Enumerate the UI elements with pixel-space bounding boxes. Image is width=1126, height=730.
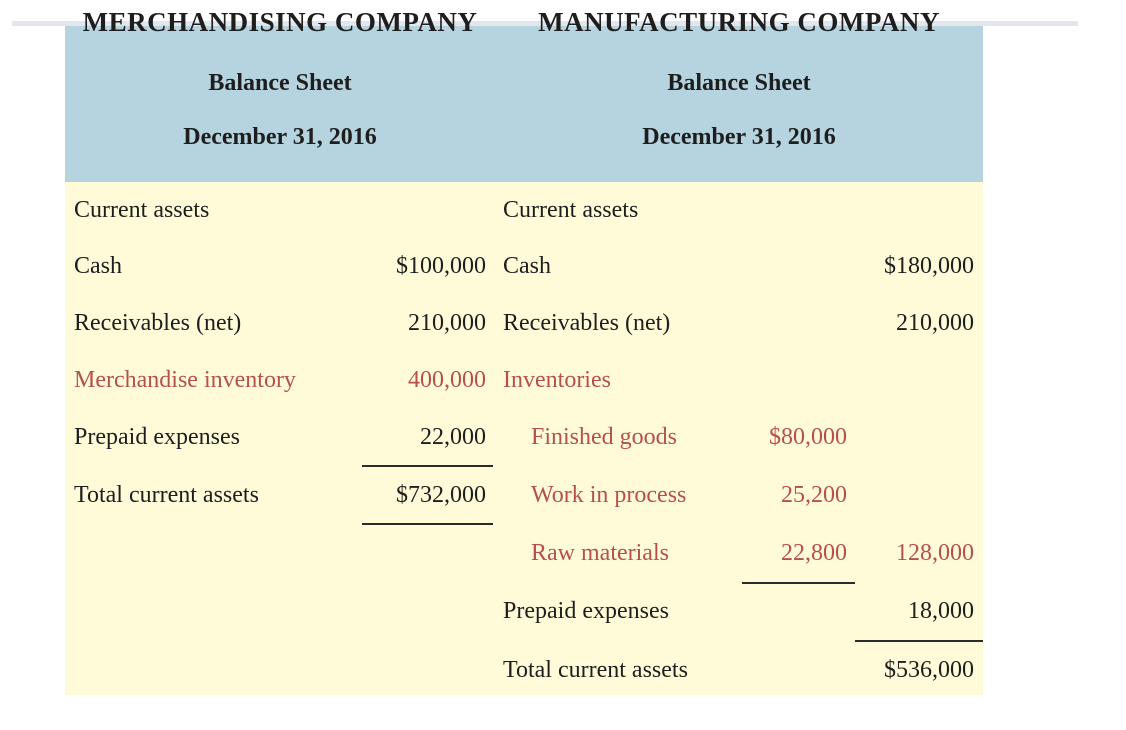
manufacturing-receivables-amount: 210,000 (896, 310, 974, 336)
manufacturing-cash-label: Cash (503, 253, 551, 279)
manufacturing-header (495, 7, 983, 182)
merchandising-section-label: Current assets (74, 197, 210, 223)
inventory-finished-goods-amount: $80,000 (769, 424, 847, 450)
manufacturing-total-label: Total current assets (503, 657, 688, 683)
merchandising-cash-amount: $100,000 (396, 253, 486, 279)
merchandising-total-label: Total current assets (74, 482, 259, 508)
merchandising-company-name: MERCHANDISING COMPANY (82, 7, 478, 37)
merchandising-subtotal-rule (362, 465, 493, 467)
manufacturing-prepaid-amount: 18,000 (908, 598, 974, 624)
inventory-subtotal-rule (742, 582, 855, 584)
merchandising-receivables-amount: 210,000 (408, 310, 486, 336)
merchandising-sheet-title: Balance Sheet (208, 70, 352, 96)
inventory-finished-goods-label: Finished goods (531, 424, 678, 450)
merchandising-sheet-date: December 31, 2016 (183, 124, 377, 150)
inventory-raw-materials-label: Raw materials (531, 540, 669, 566)
merchandising-prepaid-amount: 22,000 (420, 424, 486, 450)
manufacturing-sheet-title: Balance Sheet (667, 70, 811, 96)
merchandising-inventory-amount: 400,000 (408, 367, 486, 393)
manufacturing-cash-amount: $180,000 (884, 253, 974, 279)
inventory-raw-materials-amount: 22,800 (781, 540, 847, 566)
merchandising-prepaid-label: Prepaid expenses (74, 424, 240, 450)
manufacturing-section-label: Current assets (503, 197, 639, 223)
manufacturing-company-name: MANUFACTURING COMPANY (538, 7, 940, 37)
merchandising-receivables-label: Receivables (net) (74, 310, 242, 336)
inventory-work-in-process-amount: 25,200 (781, 482, 847, 508)
manufacturing-prepaid-label: Prepaid expenses (503, 598, 669, 624)
manufacturing-total-amount: $536,000 (884, 657, 974, 683)
manufacturing-inventories-total: 128,000 (896, 540, 974, 566)
manufacturing-inventories-label: Inventories (503, 367, 611, 393)
manufacturing-subtotal-rule (855, 640, 983, 642)
header-band (65, 7, 983, 182)
merchandising-inventory-label: Merchandise inventory (74, 367, 296, 393)
manufacturing-sheet-date: December 31, 2016 (642, 124, 836, 150)
manufacturing-receivables-label: Receivables (net) (503, 310, 671, 336)
merchandising-total-rule (362, 523, 493, 525)
balance-sheet-comparison (65, 7, 983, 695)
merchandising-cash-label: Cash (74, 253, 122, 279)
merchandising-header (65, 7, 495, 182)
inventory-work-in-process-label: Work in process (531, 482, 687, 508)
merchandising-total-amount: $732,000 (396, 482, 486, 508)
